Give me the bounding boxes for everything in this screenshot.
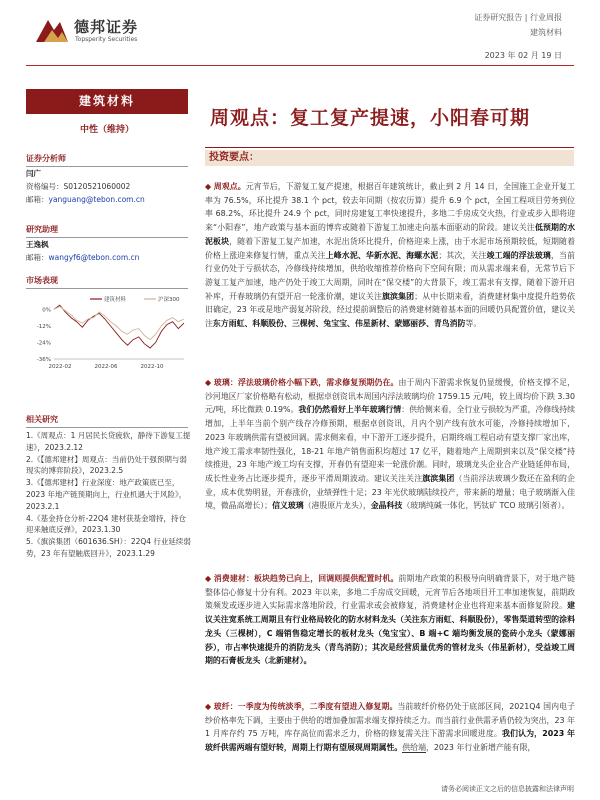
related-item[interactable]: 1.《周观点：1 月居民长贷疲软，静待下游复工提速》，2023.2.12 xyxy=(26,431,191,452)
bullet-icon: ◆ xyxy=(205,182,214,191)
paragraph-text: （当前浮法玻璃少数还在盈利的企业，成本优势明显，开春涨价，业绩弹性十足；23 年光伏玻璃陆续投产，带来新的增量；电子玻璃渐入佳境，微晶高增长）； xyxy=(205,473,575,511)
paragraph-fiberglass xyxy=(205,700,575,755)
chart-x-tick-label: 2022-10 xyxy=(140,364,164,370)
report-meta: 证券研究报告 | 行业周报 建筑材料 xyxy=(474,10,562,40)
market-chart xyxy=(26,293,188,375)
paragraph-lead: 周观点。 xyxy=(213,182,246,191)
chart-y-tick-label: -36% xyxy=(36,357,51,363)
paragraph-text: ；其次，关注 xyxy=(438,250,487,260)
paragraph-emphasis: 旗滨集团 xyxy=(422,473,455,483)
paragraph-weekly-view xyxy=(205,180,575,331)
paragraph-emphasis: 信义玻璃 xyxy=(272,501,304,511)
paragraph-text: 元宵节后，下游复工复产提速，根据百年建筑统计，截止到 2 月 14 日，全国施工企业开复工率为 76.5%，环比提升 38.1 个 pct，较去年同期（按农历算）提升 6.9 个 pct，全国工程项目劳务到位率 68.2%，环比提升 24.9 个 pct，同时房建复工率快速提升，多地二手房成交火热，行业或步入即将迎来“小阳春”，地产政策与基本面的博弈或随着下游复工加速走向基本面驱动的阶段。建议关注 xyxy=(205,182,575,233)
chart-x-tick-label: 2022-02 xyxy=(48,364,72,370)
bullet-icon: ◆ xyxy=(205,574,214,583)
assistant-name: 王逸枫 xyxy=(26,240,49,249)
paragraph-lead: 消费建材：板块趋势已向上，回调则提供配置时机。 xyxy=(213,574,399,583)
market-heading: 市场表现 xyxy=(26,275,188,289)
paragraph-text: ；从中长期来看，消费建材集中度提升趋势依旧确定，23 年或是地产弱复苏阶段，经过提前调整后的消费建材随着基本面的回暖仍具配置价值，建议关注 xyxy=(205,291,575,329)
paragraph-emphasis: 东方雨虹、科顺股份、三棵树、兔宝宝、伟星新材、蒙娜丽莎、青鸟消防 xyxy=(212,319,466,329)
assistant-email-link[interactable]: wangyf6@tebon.com.cn xyxy=(48,253,140,262)
brand-name-en: Topsperity Securities xyxy=(75,36,138,43)
analyst-cert: 资格编号：S0120521060002 xyxy=(26,182,131,191)
related-item[interactable]: 2.《【德邦建材】周观点：当前仍处于强预期与弱现实的博弈阶段》，2023.2.5 xyxy=(26,454,187,476)
paragraph-emphasis: 上峰水泥、华新水泥、海螺水泥 xyxy=(325,250,439,260)
bullet-icon: ◆ xyxy=(205,378,214,387)
brand-logo-icon xyxy=(34,18,70,44)
industry-label: 建筑材料 xyxy=(26,89,188,114)
paragraph-consumer-materials xyxy=(205,572,575,668)
report-kind: 行业周报 xyxy=(530,13,562,22)
related-item[interactable]: 3.《【德邦建材】行业深度：地产政策底已至，2023 年地产链预期向上，行业机遇大于风险》，2023.2.1 xyxy=(26,478,187,511)
paragraph-lead: 玻纤：一季度为传统淡季，二季度有望进入修复期。 xyxy=(213,702,398,711)
paragraph-glass xyxy=(205,376,575,513)
paragraph-text: 中下游开工逐步提升，启期终端工程启动有望支撑厂家出库，地产竣工需求率韧性强化，18-21 年地产销售面积均超过 17 亿平，随着地产上周期到来以及“保交楼”持续推进，23 年地产竣工均有支撑，开春仍有望迎来一轮涨价潮。同时，玻璃龙头企业合产业链延伸布局，成长性业务占比逐步提升，逐步平滑周期波动。建议关注关注 xyxy=(205,432,575,483)
chart-series-line xyxy=(54,305,184,348)
footer-disclaimer: 请务必阅读正文之后的信息披露和法律声明 xyxy=(441,785,574,793)
report-sector: 建筑材料 xyxy=(530,28,562,37)
assistant-heading: 研究助理 xyxy=(26,224,188,238)
assistant-info xyxy=(26,238,191,264)
paragraph-text: 前期地产政策的积极导向明确背景下，对于地产链整体信心修复十分有利。2023 年以来，多地二手房成交回暖，元宵节后各地项目开工率加速恢复，前期政策频发或逐步进入实际需求落地阶段，行业需求或会被修复，消费建材企业也将迎来基本面修复阶段。 xyxy=(205,574,575,611)
paragraph-lead: 玻璃：浮法玻璃价格小幅下跌，需求修复预期仍在。 xyxy=(213,378,399,387)
page-title: 周观点：复工复产提速，小阳春可期 xyxy=(210,107,531,129)
paragraph-emphasis: 低预期的水泥板块 xyxy=(205,223,575,246)
paragraph-emphasis: 金晶科技 xyxy=(370,501,403,511)
related-heading: 相关研究 xyxy=(26,414,188,428)
report-type: 证券研究报告 xyxy=(474,13,523,22)
chart-y-tick-label: -12% xyxy=(36,323,51,330)
paragraph-emphasis: 我们认为，2023 年玻纤供需两端有望好转，周期上行期有望展现周期属性。 xyxy=(205,729,575,753)
paragraph-emphasis: 旗滨集团 xyxy=(382,291,415,301)
related-list xyxy=(26,430,191,560)
analyst-email-link[interactable]: yanguang@tebon.com.cn xyxy=(48,195,145,204)
assistant-email-label: 邮箱： xyxy=(26,253,49,262)
paragraph-text: ，2023 年行业新增产能有限， xyxy=(425,743,536,753)
report-date: 2023 年 02 月 19 日 xyxy=(484,51,562,60)
industry-rating: 中性（维持） xyxy=(79,125,134,135)
paragraph-text: ：供给侧来看，全行业亏损较为严重，冷修线持续增加，上半年当前个别产线存冷修预期，根据卓创资讯，月内个别产线有放水可能，冷修持续增加下，2023 年玻璃供需有望被回调。需求侧来看， xyxy=(205,405,575,442)
title-divider xyxy=(205,147,574,148)
section-heading: 投资要点： xyxy=(205,150,574,166)
paragraph-text: 等。 xyxy=(465,319,482,329)
chart-legend-label: 沪深300 xyxy=(158,297,180,303)
chart-series-line xyxy=(54,307,184,340)
chart-y-tick-label: 0% xyxy=(42,307,51,314)
related-item[interactable]: 4.《基金持仓分析-22Q4 建材获基金增持，持仓迎来触底反弹》，2023.1.30 xyxy=(26,513,186,535)
paragraph-text: 由于周内下游需求恢复仍显缓慢，价格支撑不足，沙河地区厂家价格略有松动，根据卓创资讯本周国内浮法玻璃均价 1759.15 元/吨，较上周均价下跌 3.30 元/吨，环比微跌 0.19%。 xyxy=(205,378,575,415)
analyst-heading: 证券分析师 xyxy=(26,153,188,167)
bullet-icon: ◆ xyxy=(205,702,214,711)
paragraph-emphasis: 我们仍然看好上半年玻璃行情 xyxy=(298,405,402,415)
paragraph-text: （港股原片龙头）， xyxy=(303,501,371,511)
chart-x-tick-label: 2022-06 xyxy=(94,364,118,370)
related-item[interactable]: 5.《旗滨集团（601636.SH）：22Q4 行业延续弱势，23 年有望触底回升》，2023.1.29 xyxy=(26,537,191,558)
brand-name: 德邦证券 xyxy=(74,18,139,36)
analyst-info xyxy=(26,167,191,206)
paragraph-text: （玻璃纯碱一体化，钙钛矿 TCO 玻璃引领者）。 xyxy=(402,501,570,511)
paragraph-emphasis: 建议关注宽系统工周期且有行业格局较化的防水材料龙头（关注东方雨虹、科顺股份），零售渠道转型的涂料龙头（三棵树），C 端销售稳定增长的板材龙头（兔宝宝）、B 端+C 端均衡发展的瓷砖小龙头（蒙娜丽莎），市占率快速提升的消防龙头（青鸟消防）；其次是经营质量优秀的管材龙头（伟星新材），受益竣工周期的石膏板龙头（北新建材）。 xyxy=(205,601,575,666)
chart-y-tick-label: -24% xyxy=(36,340,51,347)
header-divider xyxy=(26,65,574,66)
chart-legend-label: 建筑材料 xyxy=(104,297,127,303)
paragraph-emphasis: 竣工端的浮法玻璃 xyxy=(486,250,551,260)
paragraph-underline: 供给端 xyxy=(402,743,426,753)
analyst-email-label: 邮箱： xyxy=(26,195,49,204)
paragraph-text: ，当前行业仍处于亏损状态，冷修线持续增加，供给收缩推荐价格向下空间有限；而从需求端来看，无常节后下游复工复产加速，地产仍处于竣工大周期，同时在“保交楼”的大背景下，竣工需求有支撑，随着下游开启补库，开春玻璃仍有望开启一轮涨价潮，建议关注 xyxy=(205,250,575,301)
paragraph-text: ，随着下游复工复产加速，水泥出货环比提升，价格迎来上涨，由于水泥市场预期较低，短期随着价格上涨迎来修复行情，重点关注 xyxy=(205,236,575,260)
paragraph-text: 当前玻纤价格仍处于底部区间，2021Q4 国内电子纱价格率先下调，主要由于供给的增加叠加需求端支撑持续乏力。而当前行业供需矛盾仍较为突出，23 年 1 月库存约 75 万吨，库存高位而需求乏力，价格的修复需关注下游需求回暖进度。 xyxy=(205,702,575,739)
analyst-name: 闫广 xyxy=(26,169,41,178)
